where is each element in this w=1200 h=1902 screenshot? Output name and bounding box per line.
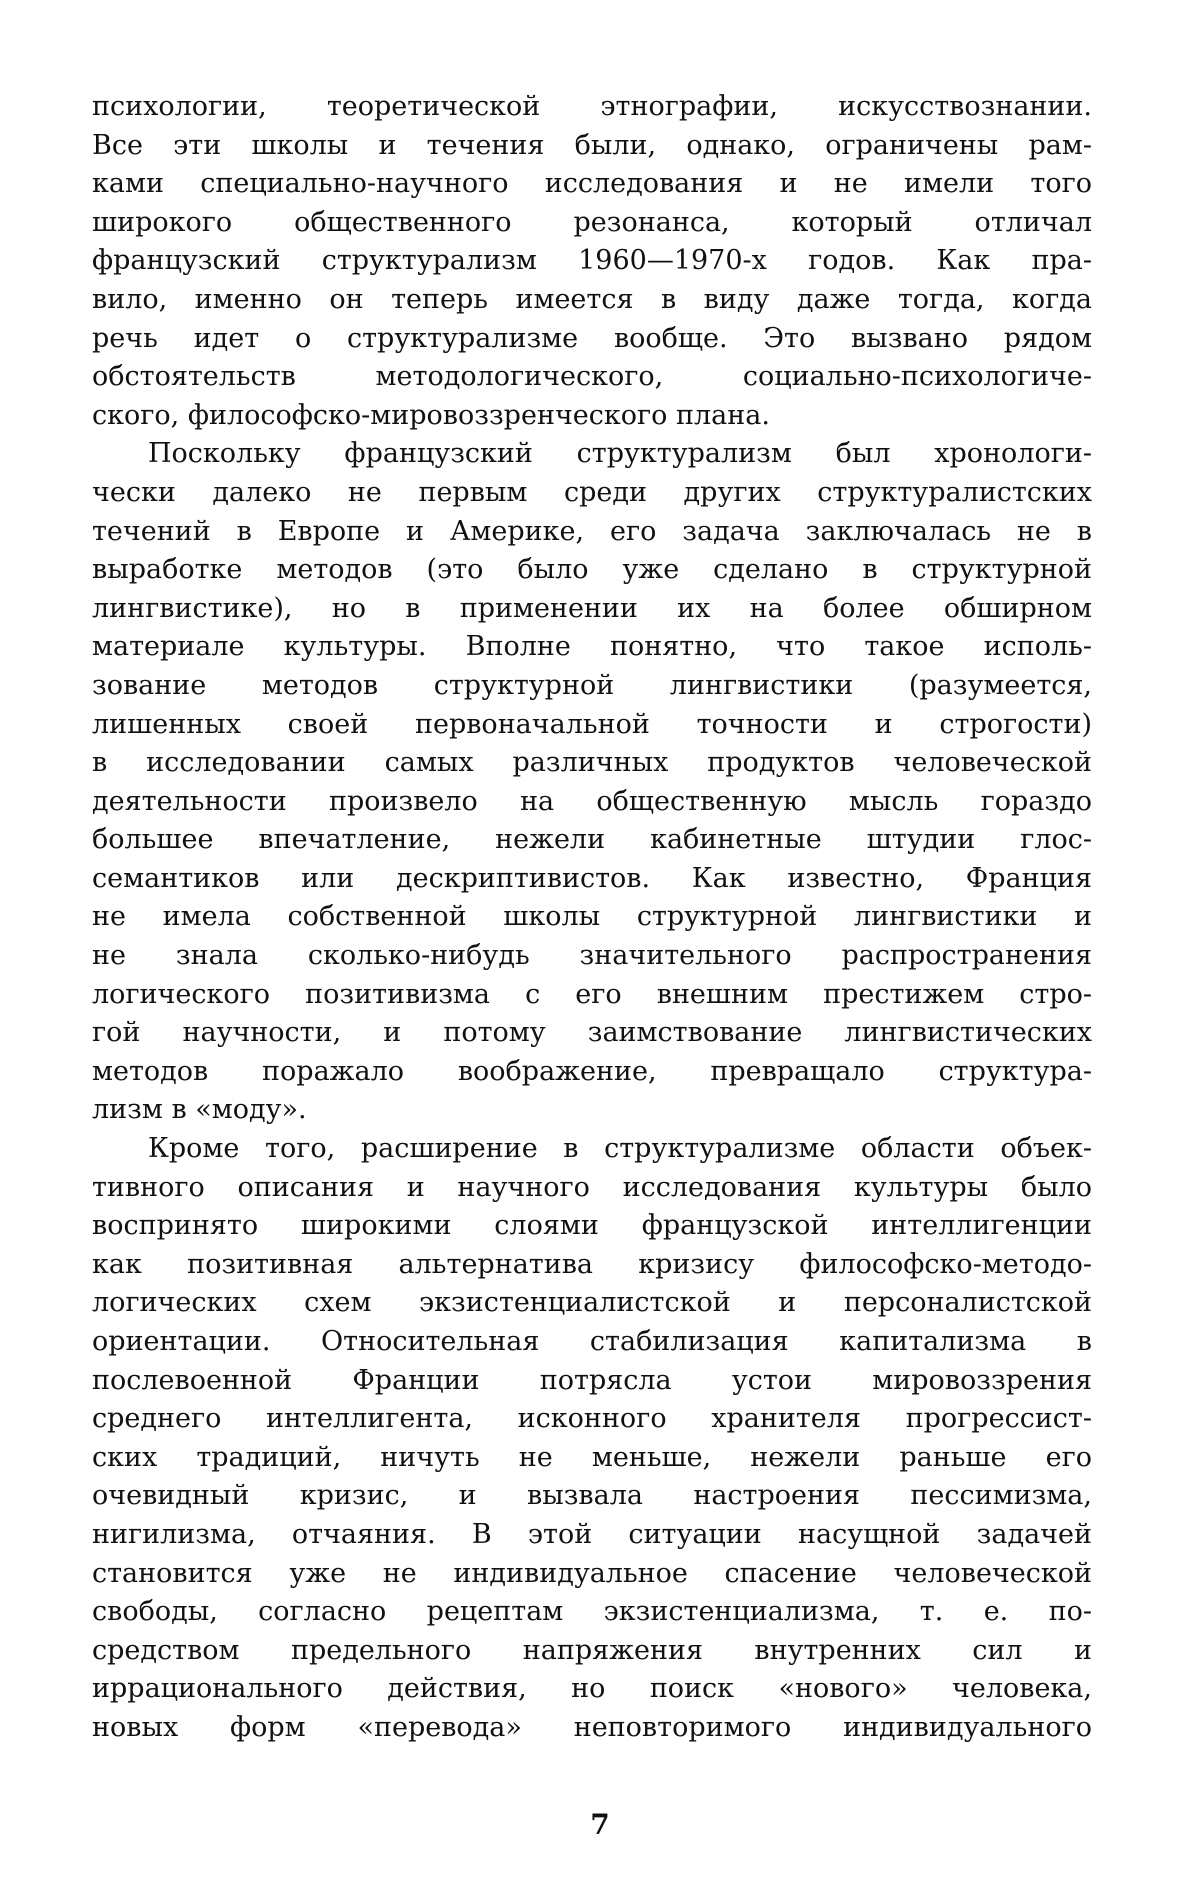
text-line: вило, именно он теперь имеется в виду даже тогда, когда <box>92 283 1092 315</box>
page-number: 7 <box>590 1808 610 1841</box>
text-line: среднего интеллигента, исконного хранителя прогрессист- <box>92 1403 1092 1435</box>
text-line: нигилизма, отчаяния. В этой ситуации насущной задачей <box>92 1518 1092 1550</box>
text-line: лишенных своей первоначальной точности и строгости) <box>92 708 1092 740</box>
text-line: послевоенной Франции потрясла устои мировоззрения <box>92 1364 1092 1396</box>
text-line: зование методов структурной лингвистики (разумеется, <box>92 669 1092 701</box>
text-line: ками специально-научного исследования и не имели того <box>92 168 1092 200</box>
text-line: психологии, теоретической этнографии, искусствознании. <box>92 91 1092 122</box>
text-line: широкого общественного резонанса, который отличал <box>92 206 1092 238</box>
text-line: очевидный кризис, и вызвала настроения пессимизма, <box>92 1480 1092 1512</box>
text-line: средством предельного напряжения внутренних сил и <box>92 1634 1092 1666</box>
text-line: иррационального действия, но поиск «нового» человека, <box>92 1673 1092 1705</box>
text-line: материале культуры. Вполне понятно, что такое исполь- <box>92 631 1092 663</box>
text-line: воспринято широкими слоями французской интеллигенции <box>92 1210 1092 1242</box>
text-line: выработке методов (это было уже сделано в структурной <box>92 554 1092 586</box>
paragraph <box>92 1130 1092 1748</box>
text-line: тивного описания и научного исследования культуры было <box>92 1171 1092 1203</box>
text-line: лингвистике), но в применении их на более обширном <box>92 592 1092 624</box>
text-line: ского, философско-мировоззренческого плана. <box>92 399 770 431</box>
text-line: логических схем экзистенциалистской и персоналистской <box>92 1287 1092 1319</box>
text-line: Кроме того, расширение в структурализме области объек- <box>148 1133 1092 1165</box>
text-line: не знала сколько-нибудь значительного распространения <box>92 940 1092 972</box>
text-line: ориентации. Относительная стабилизация капитализма в <box>92 1326 1092 1357</box>
text-line: обстоятельств методологического, социально-психологиче- <box>92 361 1092 393</box>
page-body <box>92 88 1092 1748</box>
text-line: деятельности произвело на общественную мысль гораздо <box>92 785 1092 817</box>
text-line: свободы, согласно рецептам экзистенциализма, т. е. по- <box>92 1596 1092 1628</box>
text-line: становится уже не индивидуальное спасение человеческой <box>92 1557 1092 1589</box>
paragraph <box>92 88 1092 435</box>
text-line: большее впечатление, нежели кабинетные штудии глос- <box>92 824 1092 856</box>
text-line: как позитивная альтернатива кризису философско-методо- <box>92 1248 1092 1280</box>
text-line: гой научности, и потому заимствование лингвистических <box>92 1017 1092 1049</box>
text-line: Все эти школы и течения были, однако, ограничены рам- <box>92 129 1092 161</box>
text-line: лизм в «моду». <box>92 1094 307 1126</box>
paragraph <box>92 435 1092 1130</box>
text-line: новых форм «перевода» неповторимого индивидуального <box>92 1711 1092 1743</box>
text-line: семантиков или дескриптивистов. Как известно, Франция <box>92 862 1092 894</box>
text-line: не имела собственной школы структурной лингвистики и <box>92 901 1092 933</box>
text-line: в исследовании самых различных продуктов человеческой <box>92 747 1092 779</box>
text-line: французский структурализм 1960—1970-х годов. Как пра- <box>92 245 1092 277</box>
text-line: речь идет о структурализме вообще. Это вызвано рядом <box>92 322 1092 354</box>
text-line: логического позитивизма с его внешним престижем стро- <box>92 978 1092 1010</box>
text-line: чески далеко не первым среди других структуралистских <box>92 476 1092 508</box>
text-line: течений в Европе и Америке, его задача заключалась не в <box>92 515 1092 547</box>
text-line: методов поражало воображение, превращало структура- <box>92 1055 1092 1087</box>
text-line: Поскольку французский структурализм был хронологи- <box>148 438 1092 470</box>
text-line: ских традиций, ничуть не меньше, нежели раньше его <box>92 1441 1092 1473</box>
